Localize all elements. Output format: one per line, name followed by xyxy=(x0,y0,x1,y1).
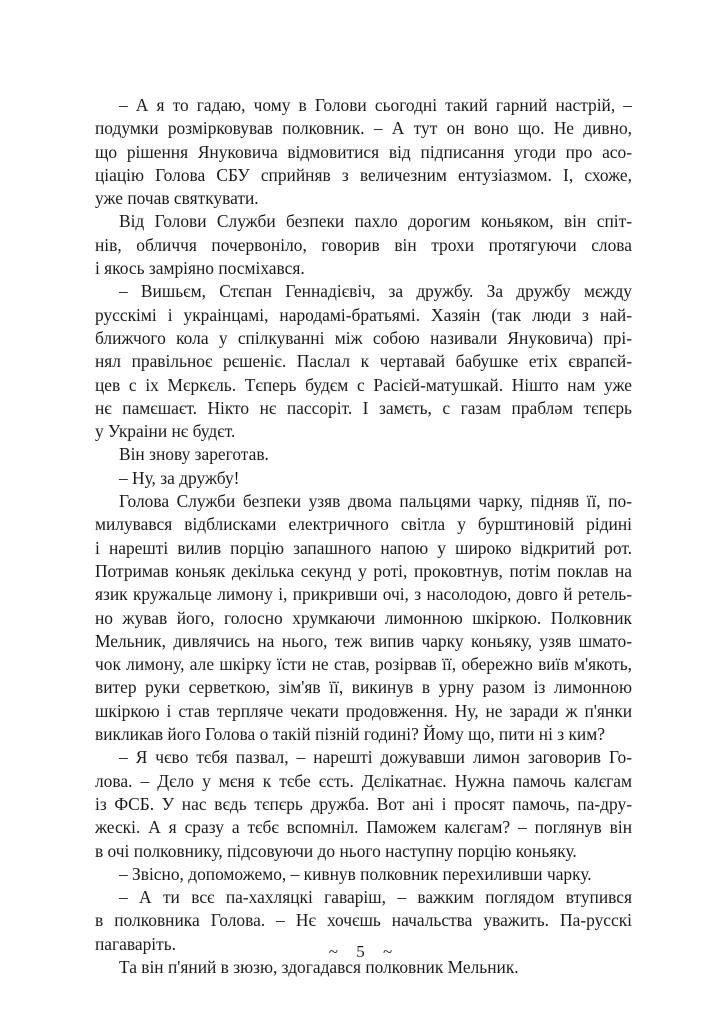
body-text xyxy=(95,94,632,979)
text-line: і якось замріяно посміхався. xyxy=(95,258,305,279)
text-line: – А я то гадаю, чому в Голови сьогодні такий гарний настрій, – xyxy=(119,95,632,115)
text-line: в очі полковнику, підсовуючи до нього наступну порцію коньяку. xyxy=(95,840,577,861)
text-line: нял правільноє рєшеніє. Паслал к чертавай бабушке етіх єврапєй- xyxy=(95,351,632,372)
text-line: но жував його, голосно хрумкаючи лимонною шкіркою. Полковник xyxy=(95,607,632,628)
text-line: нів, обличчя почервоніло, говорив він трохи протягуючи слова xyxy=(95,234,632,255)
text-line: у Украіни нє будєт. xyxy=(95,421,236,442)
text-line: в полковника Голова. – Нє хочєшь начальства уважить. Па-русскі xyxy=(95,910,632,931)
text-line: викликав його Голова о такій пізній годині? Йому що, пити ні з ким? xyxy=(95,724,605,745)
text-line: подумки розмірковував полковник. – А тут он воно що. Не дивно, xyxy=(95,118,632,139)
page-number: 5 xyxy=(356,942,365,961)
text-line: русскімі і украінцамі, народамі-братьямі. Хазяін (так люди з най- xyxy=(95,304,632,325)
text-line: жескі. А я сразу а тєбє вспомніл. Паможем калєгам? – поглянув він xyxy=(95,817,632,838)
text-line: цев с іх Мєркєль. Тєперь будєм с Расієй-матушкай. Нішто нам уже xyxy=(95,374,632,395)
text-line: Та він п'яний в зюзю, здогадався полковник Мельник. xyxy=(119,956,519,977)
text-line: що рішення Януковича відмовитися від підписання угоди про асо- xyxy=(95,141,632,162)
text-line: Від Голови Служби безпеки пахло дорогим коньяком, він спіт- xyxy=(119,211,632,232)
tilde-ornament-right: ~ xyxy=(383,942,393,961)
text-line: – Вишьєм, Стєпан Геннадієвіч, за дружбу. За дружбу мєжду xyxy=(119,281,632,302)
text-line: ближчого кола у спілкуванні між собою називали Януковича) прі- xyxy=(95,327,632,348)
text-line: Потримав коньяк декілька секунд у роті, проковтнув, потім поклав на xyxy=(95,560,632,581)
text-line: Мельник, дивлячись на нього, теж випив чарку коньяку, узяв шмато- xyxy=(95,630,632,651)
text-line: нє памєшаєт. Нікто нє пассоріт. І замєть, с газам прабләм тєпєрь xyxy=(95,397,632,418)
text-line: ціацію Голова СБУ сприйняв з величезним ентузіазмом. І, схоже, xyxy=(95,164,632,185)
text-line: – Звісно, допоможемо, – кивнув полковник перехиливши чарку. xyxy=(119,863,592,884)
text-line: шкіркою і став терпляче чекати продовження. Ну, не заради ж п'янки xyxy=(95,700,632,721)
text-line: із ФСБ. У нас вєдь тєпєрь дружба. Вот ані і просят памочь, па-дру- xyxy=(95,793,632,814)
text-line: – Я чєво тєбя пазвал, – нарешті дожувавши лимон заговорив Го- xyxy=(119,747,632,768)
text-line: – А ти всє па-хахляцкі гаваріш, – важким поглядом втупився xyxy=(119,887,632,908)
text-line: уже почав святкувати. xyxy=(95,188,259,209)
text-line: – Ну, за дружбу! xyxy=(119,467,240,488)
text-line: чок лимону, але шкірку їсти не став, розірвав її, обережно виїв м'якоть, xyxy=(95,654,632,675)
text-line: витер руки серветкою, зім'яв її, викинув в урну разом із лимонною xyxy=(95,677,632,698)
text-line: язик кружальце лимону і, прикривши очі, з насолодою, довго й ретель- xyxy=(95,584,632,605)
text-line: Він знову зареготав. xyxy=(119,444,269,465)
text-line: лова. – Дєло у мєня к тєбе єсть. Дєлікатнає. Нужна памочь калєгам xyxy=(95,770,632,791)
page-footer xyxy=(0,942,721,962)
text-line: Голова Служби безпеки узяв двома пальцями чарку, підняв її, по- xyxy=(119,491,632,512)
text-line: і нарешті вилив порцію запашного напою у широко відкритий рот. xyxy=(95,537,632,558)
text-line: пагаваріть. xyxy=(95,933,176,954)
text-line: милувався відблисками електричного світла у бурштиновій рідині xyxy=(95,514,632,535)
tilde-ornament-left: ~ xyxy=(328,942,338,961)
